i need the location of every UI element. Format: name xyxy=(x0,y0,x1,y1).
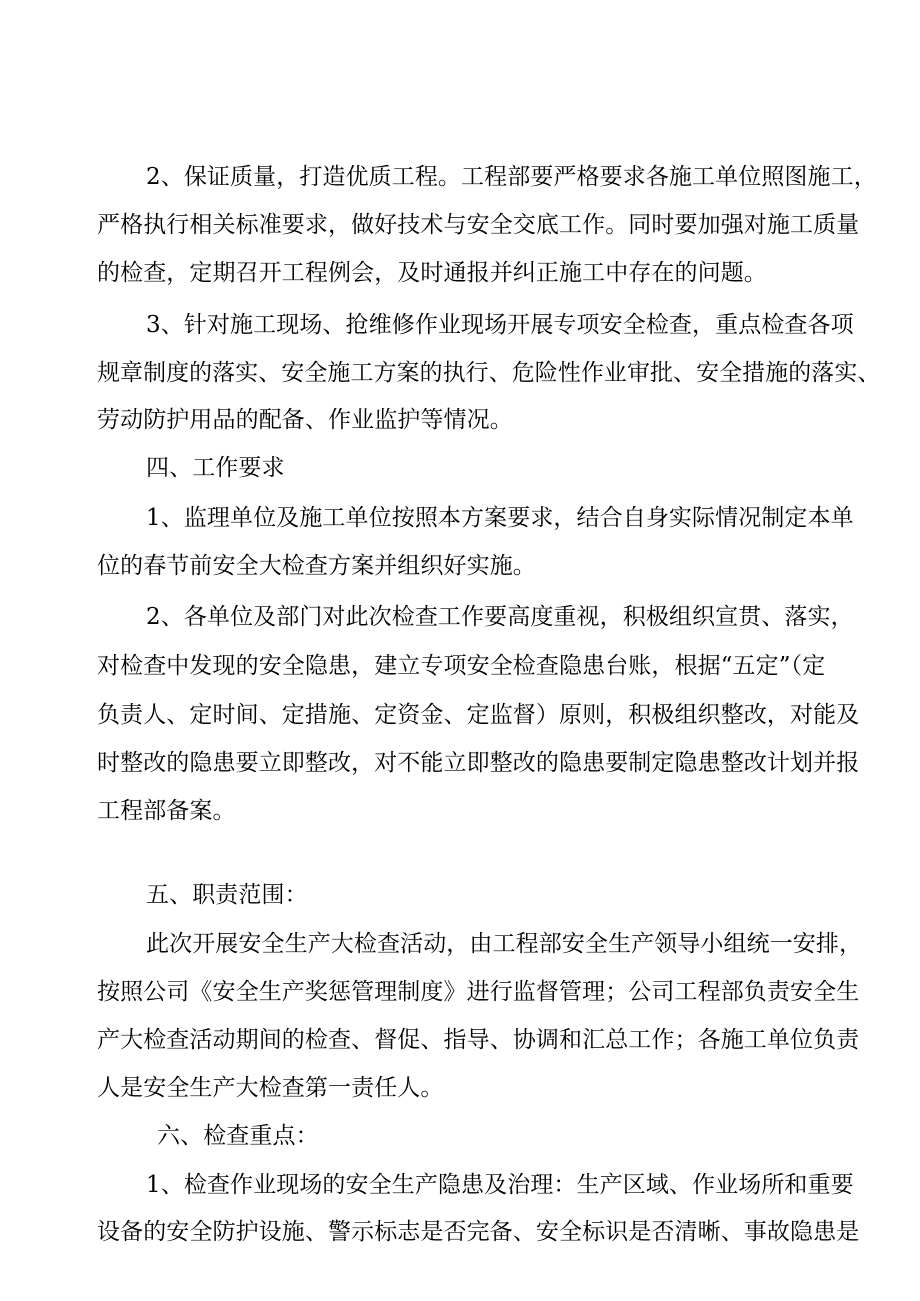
paragraph-line: 1、监理单位及施工单位按照本方案要求，结合自身实际情况制定本单 xyxy=(146,505,854,531)
paragraph-line: 劳动防护用品的配备、作业监护等情况。 xyxy=(97,407,513,433)
paragraph-line: 2、各单位及部门对此次检查工作要高度重视，积极组织宣贯、落实， xyxy=(146,604,854,630)
paragraph-line: 产大检查活动期间的检查、督促、指导、协调和汇总工作；各施工单位负责 xyxy=(97,1027,860,1053)
paragraph-line: 设备的安全防护设施、警示标志是否完备、安全标识是否清晰、事故隐患是 xyxy=(97,1219,860,1245)
section-heading: 六、检查重点： xyxy=(157,1123,319,1149)
paragraph-line: 对检查中发现的安全隐患，建立专项安全检查隐患台账，根据“五定”（定 xyxy=(97,653,826,679)
paragraph-line: 位的春节前安全大检查方案并组织好实施。 xyxy=(97,553,536,579)
paragraph-line: 3、针对施工现场、抢维修作业现场开展专项安全检查，重点检查各项 xyxy=(146,312,854,338)
section-heading: 五、职责范围： xyxy=(146,882,308,908)
paragraph-line: 1、检查作业现场的安全生产隐患及治理：生产区域、作业场所和重要 xyxy=(146,1172,854,1198)
paragraph-line: 规章制度的落实、安全施工方案的执行、危险性作业审批、安全措施的落实、 xyxy=(97,360,881,386)
paragraph-line: 按照公司《安全生产奖惩管理制度》进行监督管理；公司工程部负责安全生 xyxy=(97,979,860,1005)
paragraph-line: 人是安全生产大检查第一责任人。 xyxy=(97,1075,444,1101)
paragraph-line: 严格执行相关标准要求，做好技术与安全交底工作。同时要加强对施工质量 xyxy=(97,212,860,238)
paragraph-line: 负责人、定时间、定措施、定资金、定监督）原则，积极组织整改，对能及 xyxy=(97,702,860,728)
paragraph-line: 的检查，定期召开工程例会，及时通报并纠正施工中存在的问题。 xyxy=(97,260,767,286)
paragraph-line: 工程部备案。 xyxy=(97,798,236,824)
paragraph-line: 此次开展安全生产大检查活动，由工程部安全生产领导小组统一安排， xyxy=(146,931,863,957)
paragraph-line: 时整改的隐患要立即整改，对不能立即整改的隐患要制定隐患整改计划并报 xyxy=(97,750,860,776)
section-heading: 四、工作要求 xyxy=(146,455,285,481)
paragraph-line: 2、保证质量，打造优质工程。工程部要严格要求各施工单位照图施工， xyxy=(146,164,877,190)
